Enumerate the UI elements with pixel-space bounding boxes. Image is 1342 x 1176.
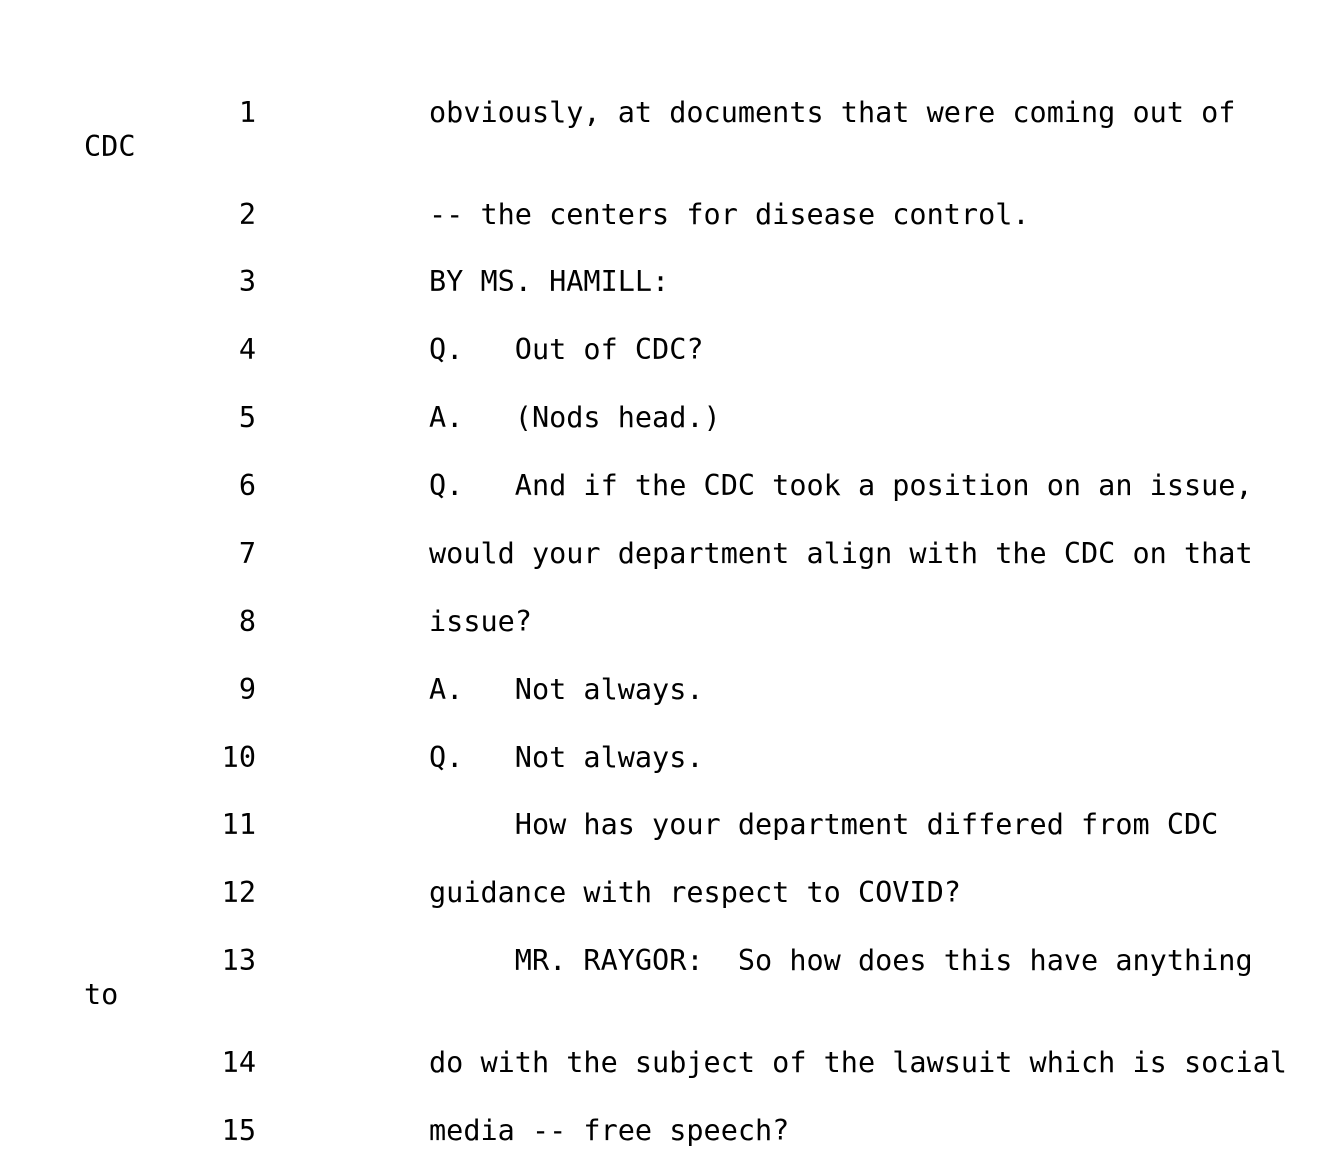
line-number: 4 <box>238 333 256 366</box>
transcript-line <box>0 1046 1342 1086</box>
line-number: 5 <box>238 401 256 434</box>
line-text: -- the centers for disease control. <box>429 198 1030 231</box>
line-number: 12 <box>221 876 256 909</box>
line-text: Q. And if the CDC took a position on an issue, <box>429 469 1253 502</box>
line-number: 10 <box>221 741 256 774</box>
line-text: MR. RAYGOR: So how does this have anything <box>429 944 1253 977</box>
transcript-line <box>0 401 1342 441</box>
line-text: issue? <box>429 605 532 638</box>
transcript-line <box>0 741 1342 781</box>
transcript-line <box>0 808 1342 848</box>
line-number: 9 <box>238 673 256 706</box>
line-number: 13 <box>221 944 256 977</box>
transcript-line <box>0 469 1342 509</box>
line-text: do with the subject of the lawsuit which is social <box>429 1046 1287 1079</box>
transcript-line <box>0 944 1342 1011</box>
line-number: 11 <box>221 808 256 841</box>
transcript-line <box>0 265 1342 305</box>
line-text: A. (Nods head.) <box>429 401 721 434</box>
transcript-line <box>0 333 1342 373</box>
line-text: media -- free speech? <box>429 1114 790 1147</box>
line-number: 7 <box>238 537 256 570</box>
line-wrap-overflow: to <box>84 978 119 1011</box>
transcript-line <box>0 876 1342 916</box>
line-text: A. Not always. <box>429 673 704 706</box>
line-number: 14 <box>221 1046 256 1079</box>
line-number: 15 <box>221 1114 256 1147</box>
line-number: 1 <box>238 96 256 129</box>
transcript-line <box>0 537 1342 577</box>
line-text: Q. Out of CDC? <box>429 333 704 366</box>
transcript-line <box>0 198 1342 238</box>
line-number: 3 <box>238 265 256 298</box>
line-text: would your department align with the CDC on that <box>429 537 1253 570</box>
line-number: 2 <box>238 198 256 231</box>
transcript-line <box>0 605 1342 645</box>
transcript-line <box>0 96 1342 163</box>
line-wrap-overflow: CDC <box>84 130 136 163</box>
line-text: Q. Not always. <box>429 741 704 774</box>
line-text: guidance with respect to COVID? <box>429 876 961 909</box>
transcript-line <box>0 1114 1342 1154</box>
transcript-line <box>0 673 1342 713</box>
line-text: BY MS. HAMILL: <box>429 265 670 298</box>
line-number: 8 <box>238 605 256 638</box>
line-text: How has your department differed from CDC <box>429 808 1219 841</box>
line-text: obviously, at documents that were coming out of <box>429 96 1236 129</box>
line-number: 6 <box>238 469 256 502</box>
